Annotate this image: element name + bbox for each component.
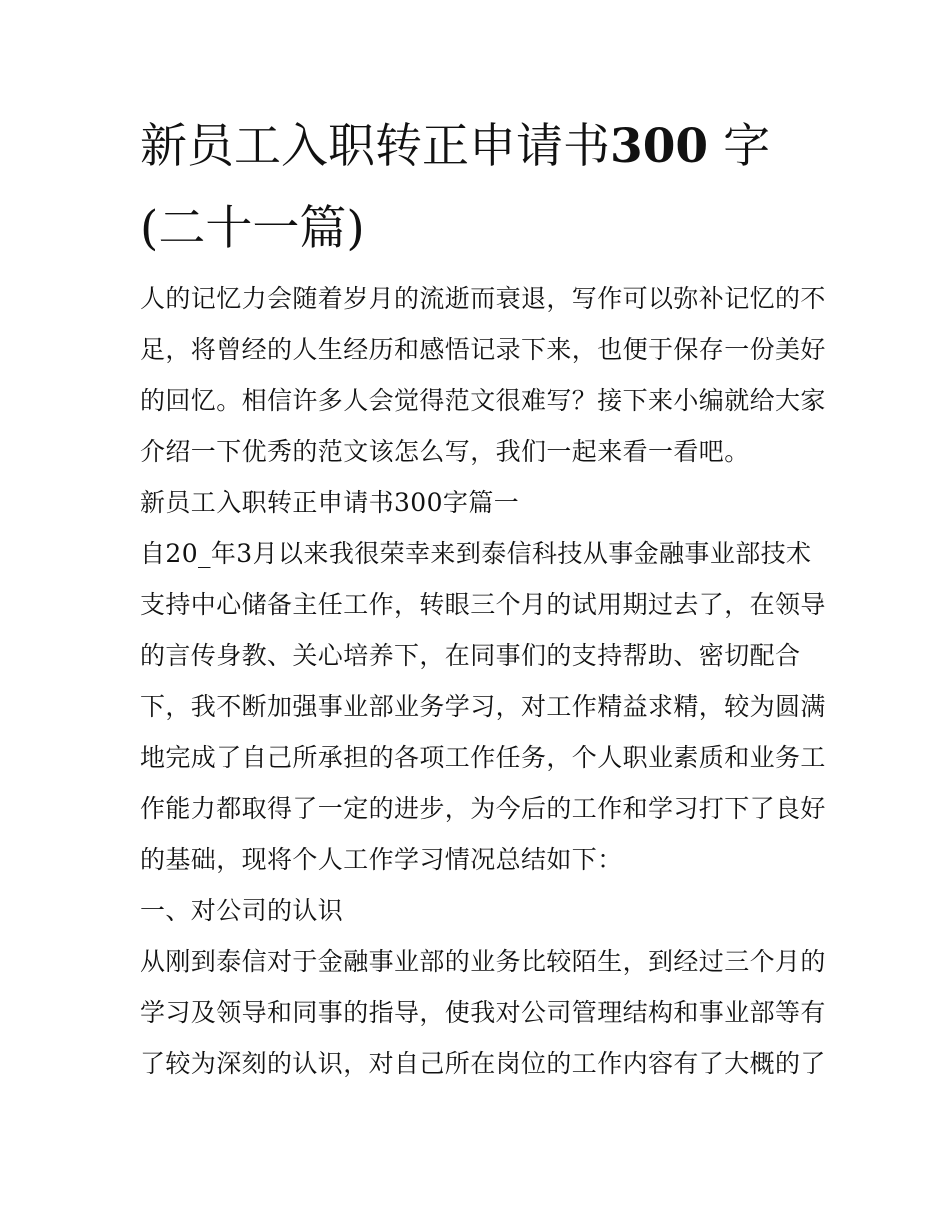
body-line-1: 人的记忆力会随着岁月的流逝而衰退，写作可以弥补记忆的不 [140, 284, 826, 313]
document-title-line-2: (二十一篇) [140, 201, 365, 256]
body-line-12: 的基础，现将个人工作学习情况总结如下： [140, 845, 623, 874]
body-line-14: 从刚到泰信对于金融事业部的业务比较陌生，到经过三个月的 [140, 947, 826, 976]
body-line-7: 支持中心储备主任工作，转眼三个月的试用期过去了，在领导 [140, 590, 826, 619]
section-heading-2: 一、对公司的认识 [140, 896, 344, 925]
body-line-11: 作能力都取得了一定的进步，为今后的工作和学习打下了良好 [140, 794, 826, 823]
title-number: 300 [610, 119, 709, 174]
body-line-6: 自20_年3月以来我很荣幸来到泰信科技从事金融事业部技术 [140, 539, 812, 568]
body-line-9: 下，我不断加强事业部业务学习，对工作精益求精，较为圆满 [140, 692, 826, 721]
body-line-3: 的回忆。相信许多人会觉得范文很难写？接下来小编就给大家 [140, 386, 826, 415]
body-line-4: 介绍一下优秀的范文该怎么写，我们一起来看一看吧。 [140, 437, 750, 466]
body-line-10: 地完成了自己所承担的各项工作任务，个人职业素质和业务工 [140, 743, 826, 772]
section-heading-1: 新员工入职转正申请书300字篇一 [140, 488, 520, 517]
body-line-2: 足，将曾经的人生经历和感悟记录下来，也便于保存一份美好 [140, 335, 826, 364]
document-title-line-1 [140, 106, 830, 188]
body-line-16: 了较为深刻的认识，对自己所在岗位的工作内容有了大概的了 [140, 1049, 826, 1078]
title-suffix: 字 [723, 119, 771, 174]
title-text: 新员工入职转正申请书 [140, 119, 610, 174]
body-line-15: 学习及领导和同事的指导，使我对公司管理结构和事业部等有 [140, 998, 826, 1027]
body-line-8: 的言传身教、关心培养下，在同事们的支持帮助、密切配合 [140, 641, 801, 670]
